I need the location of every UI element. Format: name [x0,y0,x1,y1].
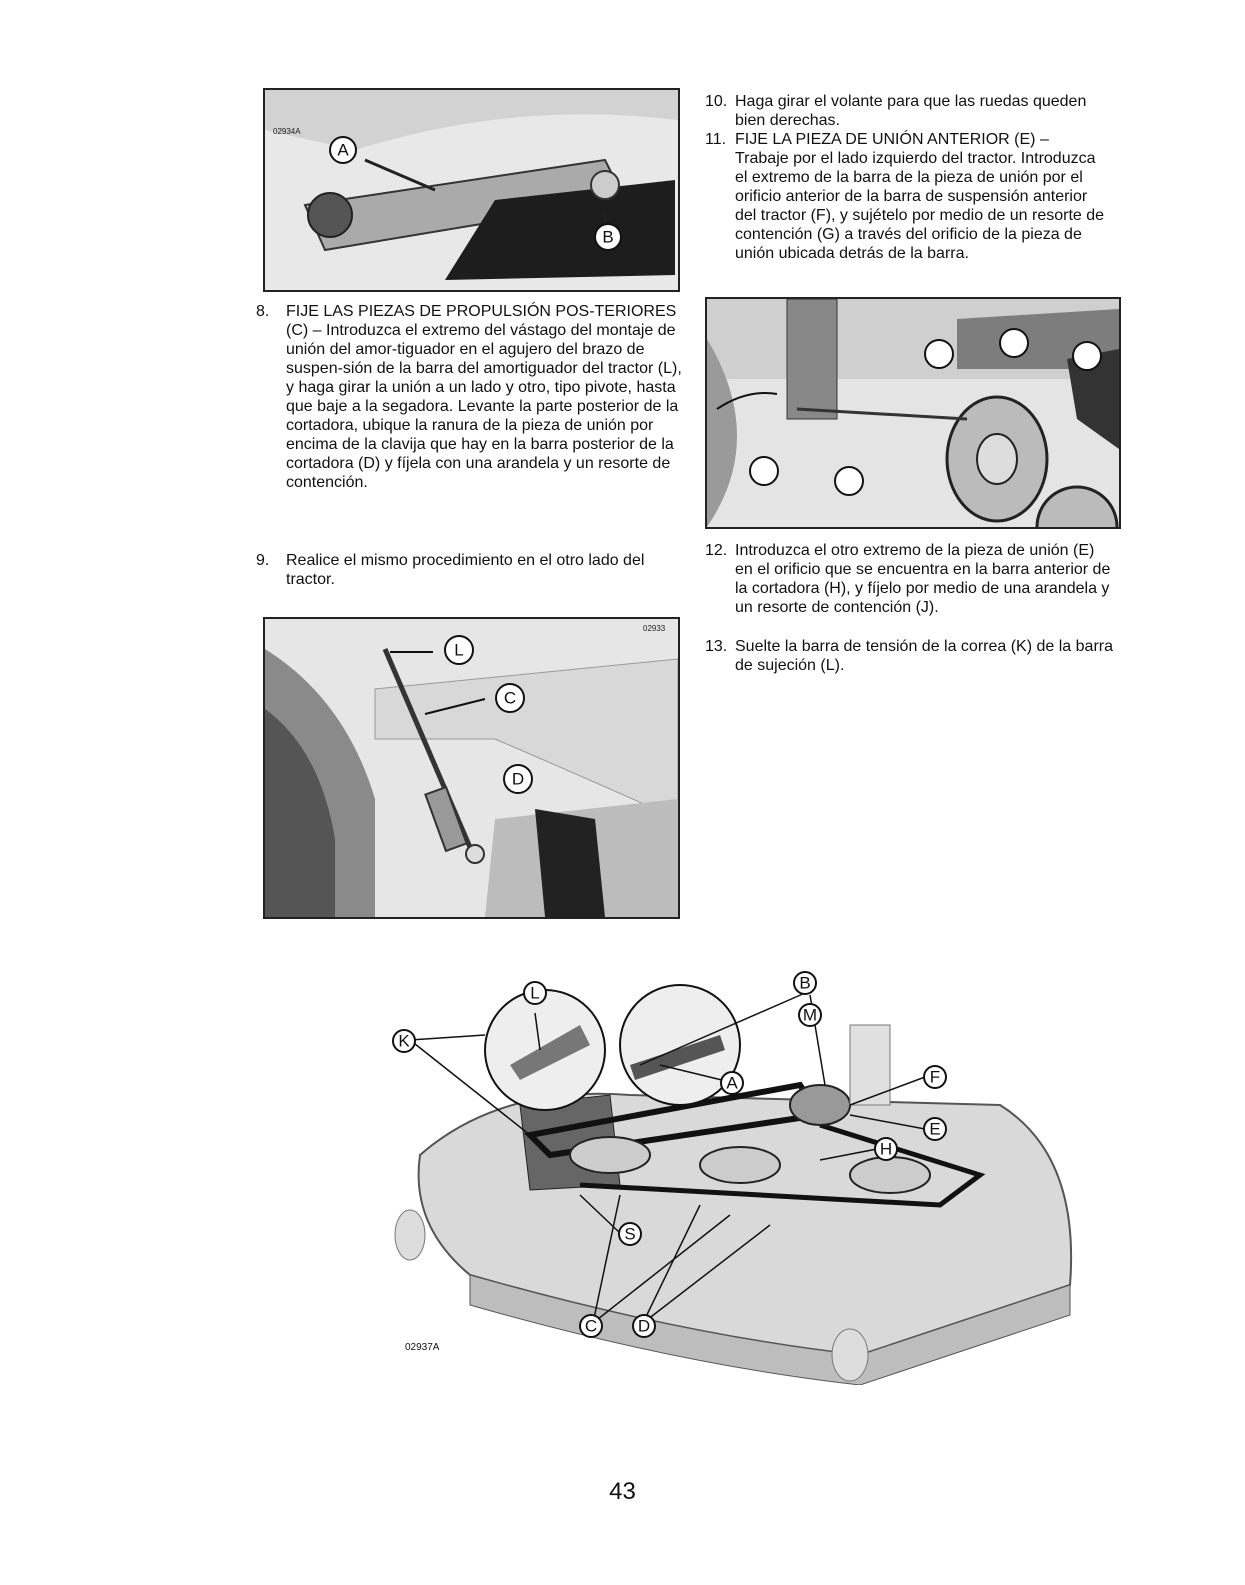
callout-label: L [530,983,540,1003]
step-number: 11. [705,131,727,148]
step-text: FIJE LA PIEZA DE UNIÓN ANTERIOR (E) – Trabaje por el lado izquierdo del tractor. Introduzca el extremo de la barra de la pieza de unión por el orificio anterior de la barra de suspensión anterior del tractor (F), y sujételo por medio de un resorte de contención (G) a través del orificio de la pieza de unión ubicada detrás de la barra. [735,131,1105,262]
callout-label: H [879,1139,893,1159]
figure-l-c-d [263,617,680,919]
callout-label: C [584,1316,598,1336]
step-number: 8. [256,303,270,320]
callout-label: A [337,140,349,160]
step-text: FIJE LAS PIEZAS DE PROPULSIÓN POS-TERIORES (C) – Introduzca el extremo del vástago del montaje de unión del amor-tiguador en el agujero del brazo de suspen-sión de la barra del amortiguador del tractor (L), y haga girar la unión a un lado y otro, tipo pivote, hasta que baje a la segadora. Levante la parte posterior de la cortadora, ubique la ranura de la pieza de unión por encima de la clavija que hay en la barra posterior de la cortadora (D) y fíjela con una arandela y un resorte de contención. [286,303,682,491]
page-number: 43 [609,1478,636,1505]
step-8 [256,302,686,547]
callout-label: D [637,1316,651,1336]
step-10 [705,92,1105,132]
callout-circle [835,467,863,495]
figure-code: 02937A [405,1342,440,1353]
callout-label: B [602,227,614,247]
callout-label: F [929,1067,941,1087]
step-text: Suelte la barra de tensión de la correa (K) de la barra de sujeción (L). [735,638,1113,674]
figure-a-b [263,88,680,292]
step-text: Realice el mismo procedimiento en el otro lado del tractor. [286,552,645,588]
step-9 [256,551,686,596]
callout-circle [750,457,778,485]
callout-label: D [511,769,525,789]
callout-circle [1000,329,1028,357]
callout-label: K [398,1031,410,1051]
step-text: Haga girar el volante para que las ruedas queden bien derechas. [735,93,1087,129]
callout-label: E [929,1119,941,1139]
callout-circle [925,340,953,368]
callout-label: B [799,973,811,993]
callout-label: M [802,1005,818,1025]
step-13 [705,637,1115,677]
figure-deck [380,955,1120,1385]
callout-label: A [726,1073,738,1093]
step-number: 12. [705,542,728,559]
step-number: 10. [705,93,728,110]
step-12 [705,541,1115,621]
figure-code: 02934A [273,127,301,136]
figure-e-h-j-f-g [705,297,1121,529]
callout-label: C [503,688,517,708]
step-number: 9. [256,552,270,569]
figure-code: 02933 [643,624,666,633]
step-text: Introduzca el otro extremo de la pieza de unión (E) en el orificio que se encuentra en la barra anterior de la cortadora (H), y fíjelo por medio de una arandela y un resorte de contención (J). [735,542,1111,616]
callout-label: S [624,1224,636,1244]
step-number: 13. [705,638,728,655]
callout-circle [1073,342,1101,370]
step-11 [705,130,1105,290]
callout-label: L [454,640,464,660]
